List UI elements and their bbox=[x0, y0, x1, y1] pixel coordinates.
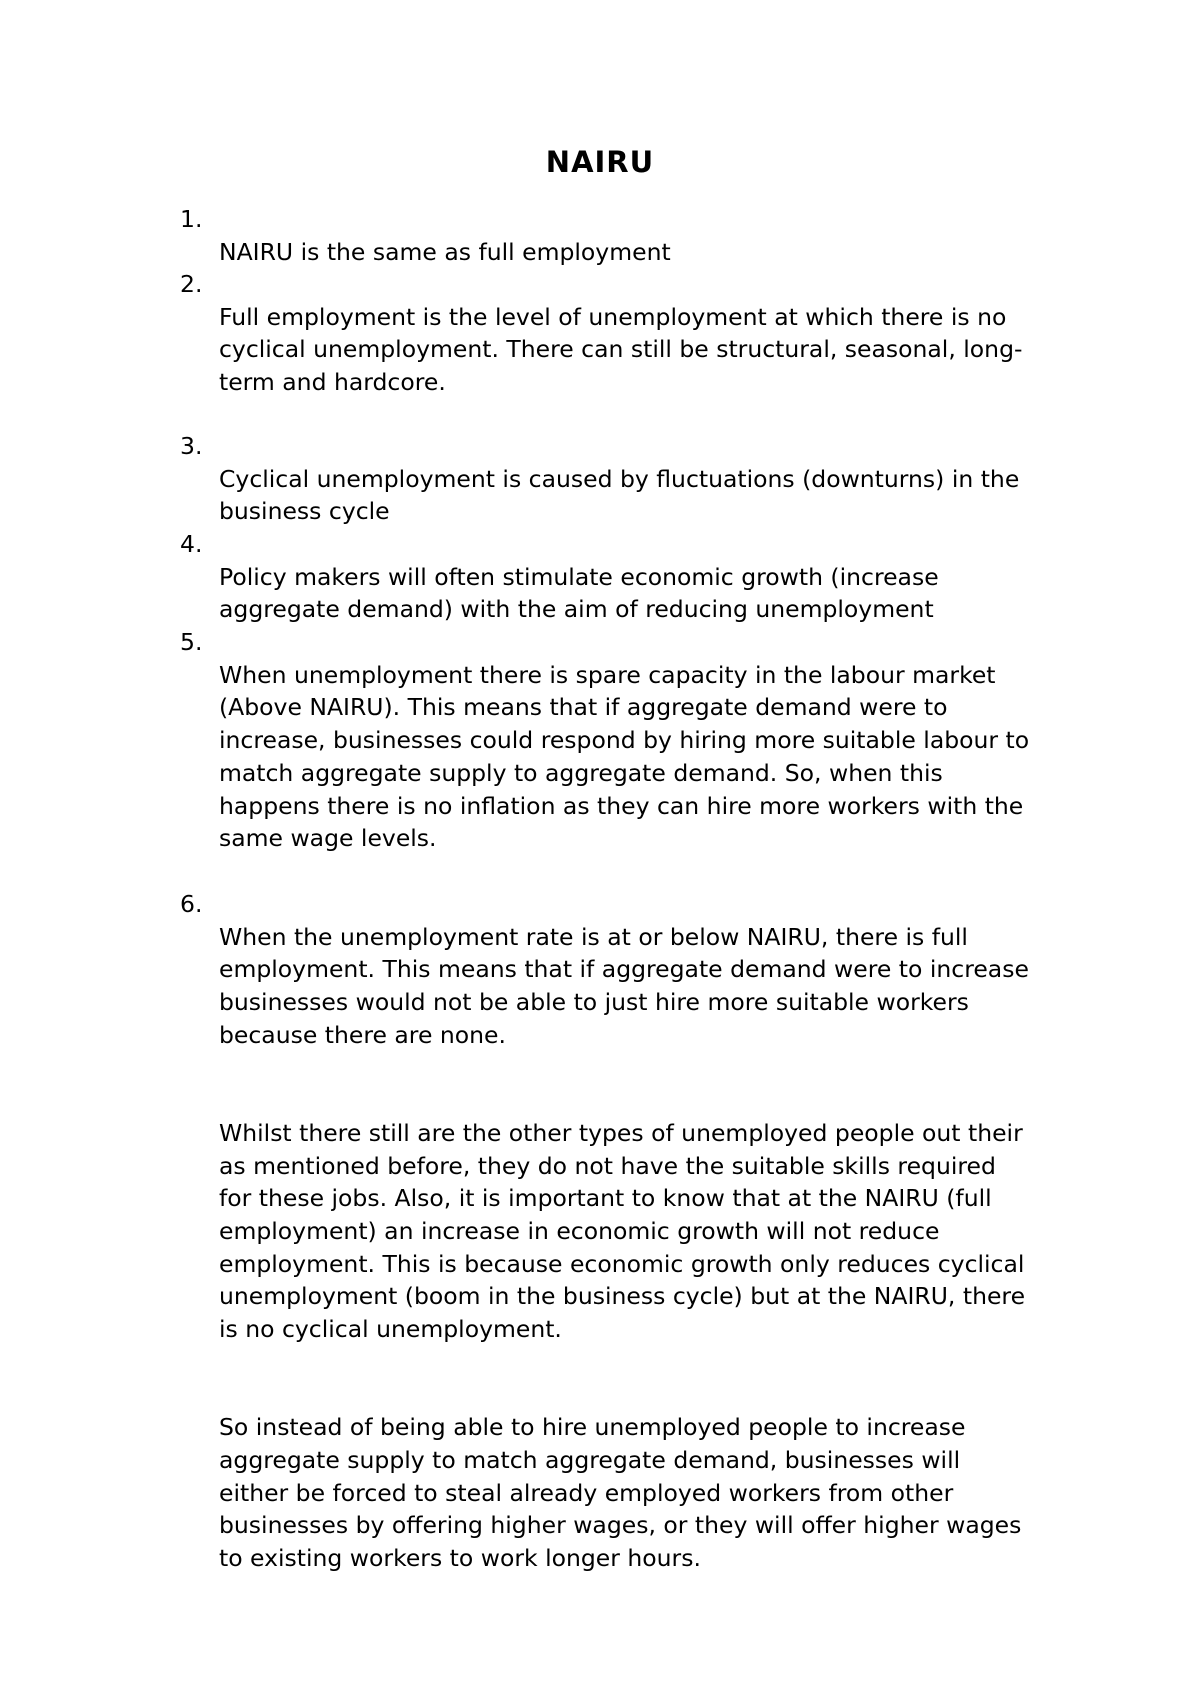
list-item-paragraph: Whilst there still are the other types of unemployed people out their as mentioned before, they do not have the suitable skills required for these jobs. Also, it is important to know that at the NAIRU (full employment) an increase in economic growth will not reduce employment. This is because economic growth only reduces cyclical unemployment (boom in the business cycle) but at the NAIRU, there is no cyclical unemployment. bbox=[219, 1118, 1026, 1344]
list-item-paragraph: Full employment is the level of unemployment at which there is no cyclical unemployment. There can still be structural, seasonal, long- term and hardcore. bbox=[219, 302, 1023, 397]
list-item-text bbox=[219, 626, 1079, 888]
list-item-paragraph: When unemployment there is spare capacity in the labour market (Above NAIRU). This means that if aggregate demand were to increase, businesses could respond by hiring more suitable labour to match aggregate supply to aggregate demand. So, when this happens there is no inflation as they can hire more workers with the same wage levels. bbox=[219, 660, 1030, 853]
list-item-text bbox=[219, 888, 1079, 1607]
list-item-number: 3. bbox=[180, 432, 203, 460]
document-title: NAIRU bbox=[545, 145, 655, 179]
list-item-number: 1. bbox=[180, 205, 203, 233]
list-item-paragraph: NAIRU is the same as full employment bbox=[219, 237, 671, 266]
list-item-number: 5. bbox=[180, 628, 203, 656]
list-item-paragraph: Policy makers will often stimulate economic growth (increase aggregate demand) with the aim of reducing unemployment bbox=[219, 562, 939, 624]
list-item-paragraph: So instead of being able to hire unemployed people to increase aggregate supply to match aggregate demand, businesses will either be forced to steal already employed workers from other businesses by offering higher wages, or they will offer higher wages to existing workers to work longer hours. bbox=[219, 1413, 1022, 1573]
list-item-paragraph: Cyclical unemployment is caused by fluctuations (downturns) in the business cycle bbox=[219, 464, 1020, 526]
list-item-number: 6. bbox=[180, 890, 203, 918]
list-item-number: 2. bbox=[180, 270, 203, 298]
list-item-paragraph: When the unemployment rate is at or below NAIRU, there is full employment. This means that if aggregate demand were to increase businesses would not be able to just hire more suitable workers because there are none. bbox=[219, 922, 1029, 1049]
list-item-number: 4. bbox=[180, 530, 203, 558]
list-item-text bbox=[219, 268, 1079, 432]
